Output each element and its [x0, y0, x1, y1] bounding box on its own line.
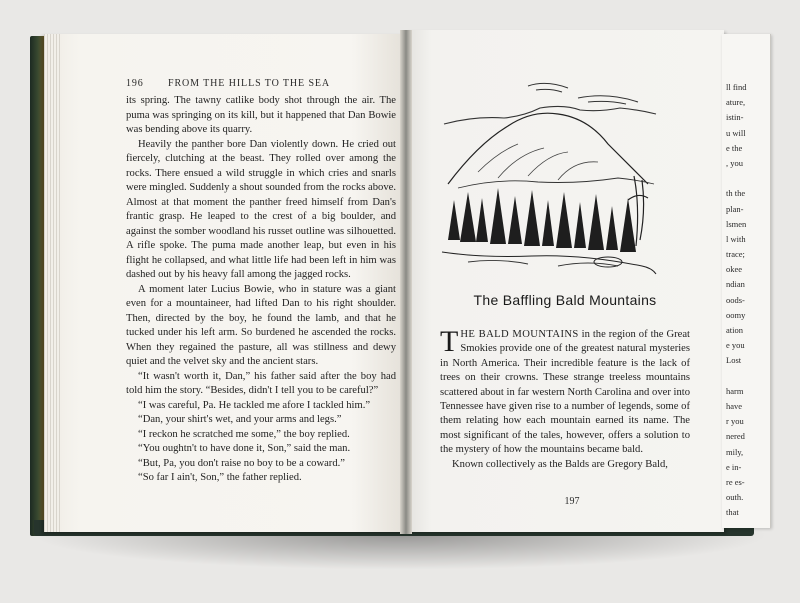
next-page-fragment: , you [726, 157, 743, 168]
next-page-fragment: r you [726, 416, 744, 427]
next-page-fragment: oods- [726, 294, 745, 305]
next-page-edge [722, 34, 771, 528]
next-page-fragment: istin- [726, 112, 744, 123]
left-page-number: 196 [126, 78, 144, 89]
next-page-fragment: u will [726, 127, 746, 138]
next-page-fragment: mily, [726, 446, 744, 457]
left-paragraph: “It wasn't worth it, Dan,” his father said after the boy had told him the story. “Besides, didn't I tell you to be careful?” [126, 370, 396, 396]
next-page-text-fragments [726, 80, 771, 520]
right-page-number: 197 [564, 496, 580, 507]
left-paragraph: “So far I ain't, Son,” the father replied. [138, 472, 302, 483]
running-head-title: FROM THE HILLS TO THE SEA [168, 78, 331, 89]
left-paragraph: its spring. The tawny catlike body shot through the air. The puma was springing on its kill, but it happened that Dan Bowie was bending above its quarry. [126, 95, 396, 135]
first-paragraph-text: in the region of the Great Smokies provide one of the greatest natural mysteries in North America. Their incredible feature is the lack of trees on their crowns. These strange treeless mountains scattered about in far western North Carolina and over into Tennessee have given rise to a number of legends, some of them relating how each mountain earned its name. The most significant of the tales, however, offers a solution to the mystery of how the mountains became bald. [440, 329, 690, 456]
right-page-body [440, 325, 690, 472]
left-paragraph: A moment later Lucius Bowie, who in stature was a giant even for a mountaineer, had lifted Dan to his right shoulder. Then, directed by the boy, he found the lamb, and that he tucked under his left arm. So burdened he ascended the rocks. When they regained the pasture, all was stillness and dewy quiet and the velvet sky and the ancient stars. [126, 283, 396, 367]
lead-small-caps: HE BALD MOUNTAINS [460, 329, 579, 340]
left-page-body [126, 94, 396, 486]
left-paragraph: “I reckon he scratched me some,” the boy replied. [138, 428, 350, 440]
next-page-fragment: that [726, 507, 739, 518]
next-page-fragment: harm [726, 385, 744, 396]
next-page-fragment: ature, [726, 97, 746, 108]
next-page-fragment [726, 369, 771, 384]
drop-cap: T [440, 325, 459, 358]
left-paragraph: “You oughtn't to have done it, Son,” said the man. [138, 443, 351, 454]
next-page-fragment: re es- [726, 476, 745, 487]
next-page-fragment: e you [726, 340, 745, 351]
next-page-fragment: l with [726, 233, 746, 244]
next-page-fragment: nered [726, 431, 745, 442]
running-head [126, 78, 396, 89]
next-page-fragment: ation [726, 325, 743, 335]
second-paragraph: Known collectively as the Balds are Gregory Bald, [452, 458, 668, 470]
next-page-fragment: have [726, 400, 743, 411]
next-page-fragment: e the [726, 142, 743, 153]
next-page-fragment: th the [726, 188, 746, 199]
left-paragraph: Heavily the panther bore Dan violently down. He cried out fiercely, clutching at the beast. They rolled over among the rocks. There ensued a wild struggle in which cries and snarls were mingled. Suddenly a shout sounded from the rocks above. Almost at that moment the panther freed himself from Dan's frantic grasp. He leaped to the crest of a big boulder, and against the somber woodland his russet outline was silhouetted. A rifle spoke. The puma made another leap, but even in his flight he collapsed, and what little life had been left in him was dashed out by his heavy fall among the jagged rocks. [126, 138, 396, 280]
next-page-fragment [726, 171, 771, 186]
next-page-fragment: okee [726, 264, 743, 275]
chapter-title: The Baffling Bald Mountains [473, 292, 657, 308]
next-page-fragment: plan- [726, 203, 744, 214]
next-page-fragment: e in- [726, 461, 742, 472]
first-paragraph [440, 325, 690, 458]
next-page-fragment: oomy [726, 309, 746, 320]
mountain-illustration [438, 80, 660, 276]
next-page-fragment: lsmen [726, 218, 747, 229]
left-paragraph: “Dan, your shirt's wet, and your arms and legs.” [138, 414, 342, 425]
next-page-fragment: Lost [726, 355, 742, 366]
book-gutter [400, 30, 412, 534]
left-paragraph: “But, Pa, you don't raise no boy to be a coward.” [138, 457, 345, 469]
next-page-fragment: ll find [726, 82, 747, 92]
next-page-fragment: trace; [726, 249, 745, 260]
left-paragraph: “I was careful, Pa. He tackled me afore I tackled him.” [138, 399, 371, 411]
next-page-fragment: outh. [726, 492, 744, 503]
next-page-fragment: ndian [726, 279, 745, 290]
